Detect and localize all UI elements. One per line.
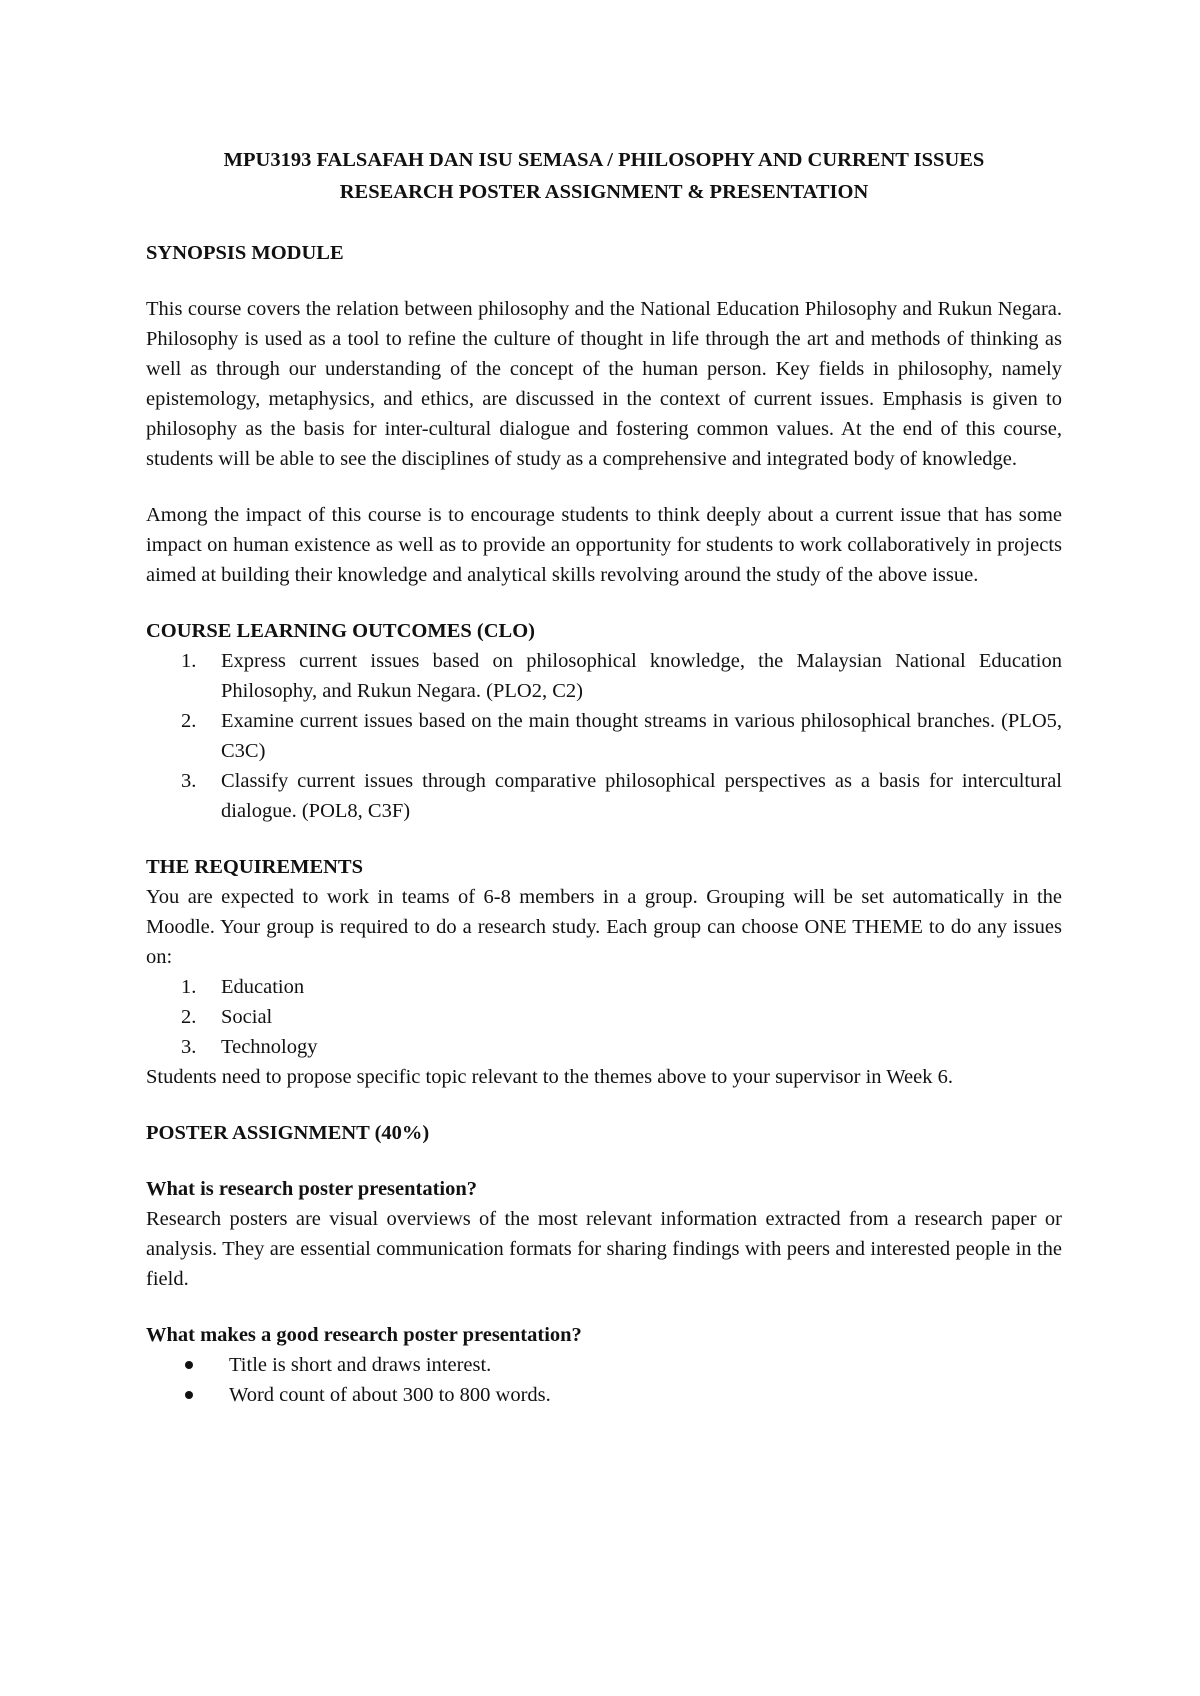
spacer <box>146 268 1062 294</box>
theme-item-text: Technology <box>221 1036 318 1058</box>
synopsis-paragraph-1: This course covers the relation between philosophy and the National Education Philosophy and Rukun Negara. Philosophy is used as a tool to refine the culture of thought in life through the art and methods of thinking as well as through our understanding of the concept of the human person. Key fields in philosophy, namely epistemology, metaphysics, and ethics, are discussed in the context of current issues. Emphasis is given to philosophy as the basis for inter-cultural dialogue and fostering common values. At the end of this course, students will be able to see the disciplines of study as a comprehensive and integrated body of knowledge. <box>146 298 1062 470</box>
poster-question-1: What is research poster presentation? <box>146 1178 478 1200</box>
spacer <box>146 1092 1062 1118</box>
poster-criteria-item <box>146 1380 1062 1410</box>
poster-criteria-text: Title is short and draws interest. <box>229 1354 492 1376</box>
spacer <box>146 208 1062 238</box>
clo-item-text: Express current issues based on philosophical knowledge, the Malaysian National Education Philosophy, and Rukun Negara. (PLO2, C2) <box>221 650 1062 702</box>
spacer <box>146 826 1062 852</box>
clo-item <box>146 766 1062 826</box>
theme-item-number: 1. <box>181 976 197 998</box>
clo-item-number: 2. <box>181 710 197 732</box>
theme-item <box>146 1032 1062 1062</box>
theme-item-number: 2. <box>181 1006 197 1028</box>
theme-item <box>146 1002 1062 1032</box>
spacer <box>146 1148 1062 1174</box>
poster-criteria-item <box>146 1350 1062 1380</box>
spacer <box>146 590 1062 616</box>
theme-item-text: Social <box>221 1006 273 1028</box>
requirements-closing: Students need to propose specific topic relevant to the themes above to your supervisor in Week 6. <box>146 1066 953 1088</box>
clo-list <box>146 646 1062 826</box>
document-body <box>146 144 1062 1410</box>
theme-item <box>146 972 1062 1002</box>
spacer <box>146 474 1062 500</box>
document-title-line-2: RESEARCH POSTER ASSIGNMENT & PRESENTATION <box>339 181 869 203</box>
clo-item-number: 1. <box>181 650 197 672</box>
theme-item-text: Education <box>221 976 305 998</box>
poster-answer-1: Research posters are visual overviews of the most relevant information extracted from a research paper or analysis. They are essential communication formats for sharing findings with peers and interested people in the field. <box>146 1208 1062 1290</box>
bullet-icon <box>146 1350 225 1380</box>
poster-criteria-text: Word count of about 300 to 800 words. <box>229 1384 551 1406</box>
document-title-line-1: MPU3193 FALSAFAH DAN ISU SEMASA / PHILOSOPHY AND CURRENT ISSUES <box>223 149 985 171</box>
synopsis-paragraph-2: Among the impact of this course is to encourage students to think deeply about a current issue that has some impact on human existence as well as to provide an opportunity for students to work collaboratively in projects aimed at building their knowledge and analytical skills revolving around the study of the above issue. <box>146 504 1062 586</box>
clo-item <box>146 646 1062 706</box>
theme-item-number: 3. <box>181 1036 197 1058</box>
synopsis-heading: SYNOPSIS MODULE <box>146 242 344 264</box>
bullet-icon <box>146 1380 225 1410</box>
clo-heading: COURSE LEARNING OUTCOMES (CLO) <box>146 620 535 642</box>
requirements-intro: You are expected to work in teams of 6-8 members in a group. Grouping will be set automatically in the Moodle. Your group is required to do a research study. Each group can choose ONE THEME to do any issues on: <box>146 886 1062 968</box>
clo-item-number: 3. <box>181 770 197 792</box>
clo-item <box>146 706 1062 766</box>
clo-item-text: Examine current issues based on the main thought streams in various philosophical branches. (PLO5, C3C) <box>221 710 1062 762</box>
spacer <box>146 1294 1062 1320</box>
poster-heading: POSTER ASSIGNMENT (40%) <box>146 1122 430 1144</box>
themes-list <box>146 972 1062 1062</box>
poster-criteria-list <box>146 1350 1062 1410</box>
requirements-heading: THE REQUIREMENTS <box>146 856 364 878</box>
clo-item-text: Classify current issues through comparative philosophical perspectives as a basis for intercultural dialogue. (POL8, C3F) <box>221 770 1062 822</box>
poster-question-2: What makes a good research poster presentation? <box>146 1324 582 1346</box>
